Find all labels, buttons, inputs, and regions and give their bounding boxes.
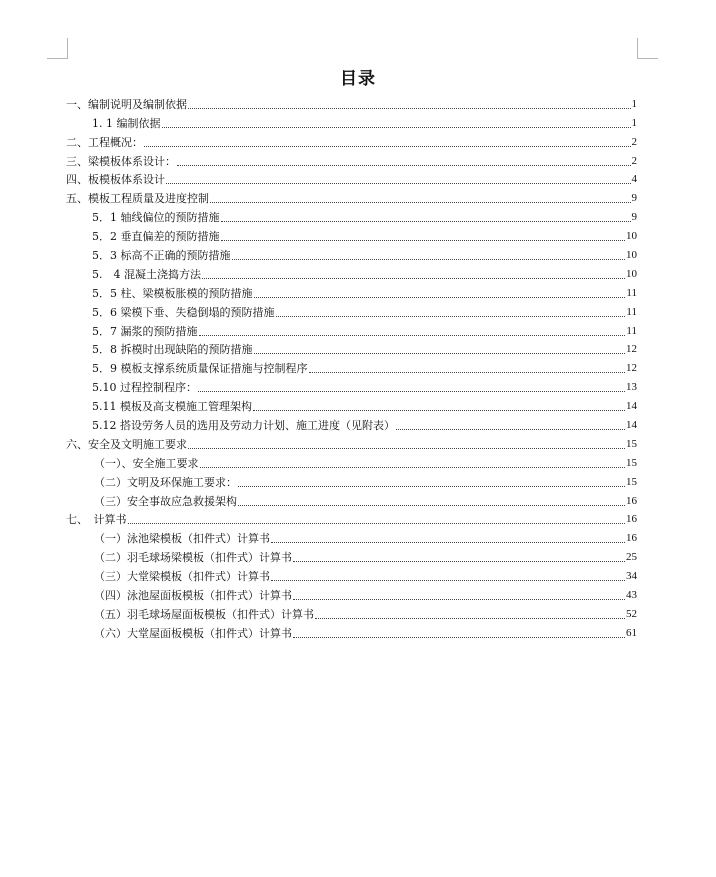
toc-leader [188,447,625,449]
toc-leader [162,126,631,128]
toc-entry-text: 5．6 梁模下垂、失稳倒塌的预防措施 [92,305,275,319]
toc-leader [144,145,631,147]
toc-entry-page: 15 [626,437,637,450]
toc-entry-page: 10 [626,230,637,243]
toc-entry[interactable] [66,604,637,623]
toc-entry-text: （六）大堂屋面板模板（扣件式）计算书 [94,626,292,640]
toc-leader [128,522,626,524]
toc-entry-text: （一）、安全施工要求 [94,456,199,470]
toc-entry-page: 1 [631,116,637,129]
toc-entry-page: 52 [626,607,637,620]
toc-entry[interactable] [66,226,637,245]
toc-leader [315,617,625,619]
toc-entry-page: 9 [631,192,637,205]
toc-entry[interactable] [66,434,637,453]
toc-entry[interactable] [66,528,637,547]
toc-entry[interactable] [66,151,637,170]
toc-leader [232,258,626,260]
toc-entry-page: 16 [626,513,637,526]
toc-entry-text: （二）文明及环保施工要求： [94,475,237,489]
toc-entry-text: 六、安全及文明施工要求 [66,437,187,451]
toc-leader [271,579,625,581]
toc-entry-page: 10 [626,249,637,262]
toc-entry[interactable] [66,245,637,264]
toc-entry[interactable] [66,585,637,604]
toc-entry-text: 5. 4 混凝土浇捣方法 [92,267,201,281]
toc-entry[interactable] [66,623,637,642]
toc-entry-text: 5．7 漏浆的预防措施 [92,324,198,338]
toc-entry-text: （一）泳池梁模板（扣件式）计算书 [94,532,270,546]
toc-leader [199,334,626,336]
toc-entry[interactable] [66,491,637,510]
toc-entry-text: 5.12 搭设劳务人员的选用及劳动力计划、施工进度（见附表） [92,419,395,433]
toc-entry-page: 34 [626,570,637,583]
toc-leader [238,504,625,506]
crop-mark-top-left [47,38,68,59]
toc-leader [254,296,626,298]
toc-entry-text: 5．5 柱、梁模板胀模的预防措施 [92,286,253,300]
toc-entry[interactable] [66,358,637,377]
toc-leader [293,636,625,638]
toc-leader [166,182,631,184]
toc-entry-page: 15 [626,475,637,488]
toc-entry-page: 4 [631,173,637,186]
toc-leader [396,428,625,430]
toc-entry[interactable] [66,264,637,283]
toc-entry-page: 13 [626,381,637,394]
toc-leader [271,541,625,543]
toc-entry[interactable] [66,132,637,151]
toc-entry[interactable] [66,377,637,396]
toc-entry-text: （四）泳池屋面板模板（扣件式）计算书 [94,589,292,603]
toc-entry-page: 1 [631,97,637,110]
toc-leader [221,220,631,222]
toc-entry-text: 二、工程概况： [66,135,143,149]
toc-entry[interactable] [66,547,637,566]
toc-leader [177,164,631,166]
toc-leader [253,409,625,411]
toc-entry[interactable] [66,113,637,132]
toc-entry-page: 10 [626,267,637,280]
toc-entry-page: 11 [626,324,637,337]
toc-entry[interactable] [66,170,637,189]
toc-entry-text: 5.10 过程控制程序： [92,381,197,395]
toc-entry-page: 9 [631,211,637,224]
toc-entry-text: （二）羽毛球场梁模板（扣件式）计算书 [94,551,292,565]
toc-entry-text: 三、梁模板体系设计： [66,154,176,168]
toc-entry-text: 七、 计算书 [66,513,127,527]
toc-leader [210,201,631,203]
toc-entry[interactable] [66,510,637,529]
toc-entry-text: 四、板模板体系设计 [66,173,165,187]
toc-entry-page: 2 [631,154,637,167]
toc-entry-page: 11 [626,305,637,318]
toc-entry-text: （三）安全事故应急救援架构 [94,494,237,508]
toc-entry-page: 12 [626,343,637,356]
toc-entry[interactable] [66,302,637,321]
toc-entry-page: 16 [626,532,637,545]
toc-entry-text: 5．2 垂直偏差的预防措施 [92,230,220,244]
toc-leader [254,352,626,354]
toc-entry-text: 1. 1 编制依据 [92,116,161,130]
toc-leader [188,107,631,109]
toc-entry[interactable] [66,207,637,226]
toc-title: 目录 [340,69,376,89]
toc-entry-text: 五、模板工程质量及进度控制 [66,192,209,206]
toc-leader [293,598,625,600]
toc-entry[interactable] [66,340,637,359]
toc-entry-page: 61 [626,626,637,639]
toc-entry-text: 5．3 标高不正确的预防措施 [92,249,231,263]
toc-entry-text: （三）大堂梁模板（扣件式）计算书 [94,570,270,584]
crop-mark-top-right [637,38,658,59]
toc-entry-page: 25 [626,551,637,564]
toc-entry-page: 12 [626,362,637,375]
toc-entry-text: 5．1 轴线偏位的预防措施 [92,211,220,225]
toc-entry-page: 11 [626,286,637,299]
toc-entry-text: （五）羽毛球场屋面板模板（扣件式）计算书 [94,607,314,621]
toc-entry[interactable] [66,415,637,434]
toc-entry[interactable] [66,472,637,491]
toc-leader [198,390,625,392]
toc-entry-page: 16 [626,494,637,507]
toc-entry-page: 43 [626,589,637,602]
toc-entry-text: 5．9 模板支撑系统质量保证措施与控制程序 [92,362,308,376]
toc-leader [221,239,626,241]
toc-leader [276,315,626,317]
toc-entry-text: 5．8 拆模时出现缺陷的预防措施 [92,343,253,357]
toc-leader [238,485,625,487]
toc-leader [202,277,625,279]
toc-entry-page: 14 [626,400,637,413]
toc-entry[interactable] [66,283,637,302]
toc-entry[interactable] [66,321,637,340]
toc-leader [200,466,626,468]
table-of-contents [66,94,637,642]
toc-entry-page: 15 [626,456,637,469]
toc-entry-text: 5.11 模板及高支模施工管理架构 [92,400,252,414]
toc-entry[interactable] [66,396,637,415]
toc-entry-page: 2 [631,135,637,148]
toc-entry-text: 一、编制说明及编制依据 [66,97,187,111]
toc-leader [309,371,626,373]
toc-leader [293,560,625,562]
toc-entry[interactable] [66,453,637,472]
toc-entry[interactable] [66,188,637,207]
toc-entry[interactable] [66,566,637,585]
toc-entry-page: 14 [626,419,637,432]
toc-entry[interactable] [66,94,637,113]
